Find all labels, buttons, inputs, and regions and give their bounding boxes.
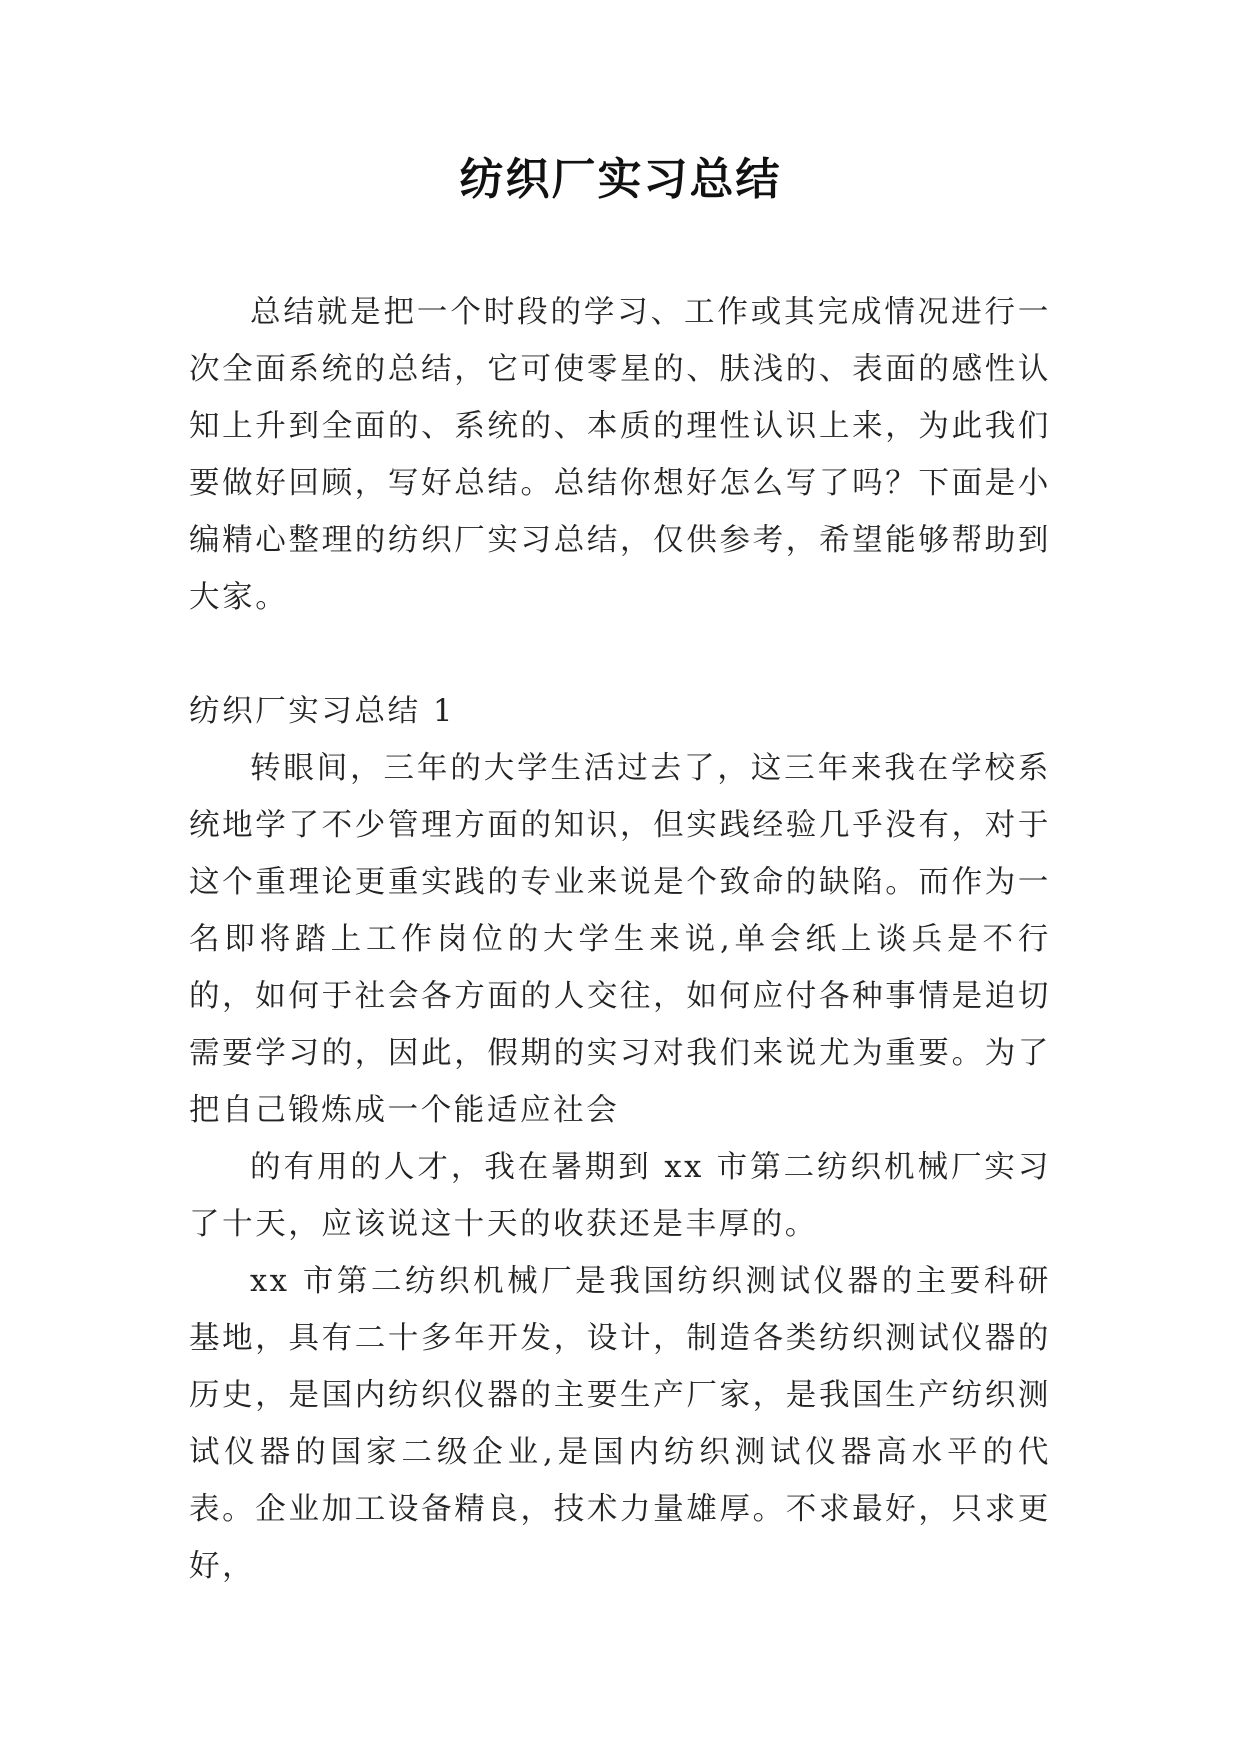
document-title: 纺织厂实习总结 xyxy=(459,154,782,205)
body-paragraph-3: xx 市第二纺织机械厂是我国纺织测试仪器的主要科研基地，具有二十多年开发，设计，制造各类纺织测试仪器的历史，是国内纺织仪器的主要生产厂家，是我国生产纺织测试仪器的国家二级企业,是国内纺织测试仪器高水平的代表。企业加工设备精良，技术力量雄厚。不求最好，只求更好， xyxy=(189,1264,1051,1584)
section-heading: 纺织厂实习总结 1 xyxy=(189,694,455,729)
body-paragraph-1: 转眼间，三年的大学生活过去了，这三年来我在学校系统地学了不少管理方面的知识，但实践经验几乎没有，对于这个重理论更重实践的专业来说是个致命的缺陷。而作为一名即将踏上工作岗位的大学生来说,单会纸上谈兵是不行的，如何于社会各方面的人交往，如何应付各种事情是迫切需要学习的，因此，假期的实习对我们来说尤为重要。为了把自己锻炼成一个能适应社会 xyxy=(189,751,1051,1128)
document-body xyxy=(189,284,1051,1595)
body-paragraph-2: 的有用的人才，我在暑期到 xx 市第二纺织机械厂实习了十天，应该说这十天的收获还是丰厚的。 xyxy=(189,1150,1051,1242)
intro-paragraph: 总结就是把一个时段的学习、工作或其完成情况进行一次全面系统的总结，它可使零星的、肤浅的、表面的感性认知上升到全面的、系统的、本质的理性认识上来，为此我们要做好回顾，写好总结。总结你想好怎么写了吗？下面是小编精心整理的纺织厂实习总结，仅供参考，希望能够帮助到大家。 xyxy=(189,295,1051,615)
